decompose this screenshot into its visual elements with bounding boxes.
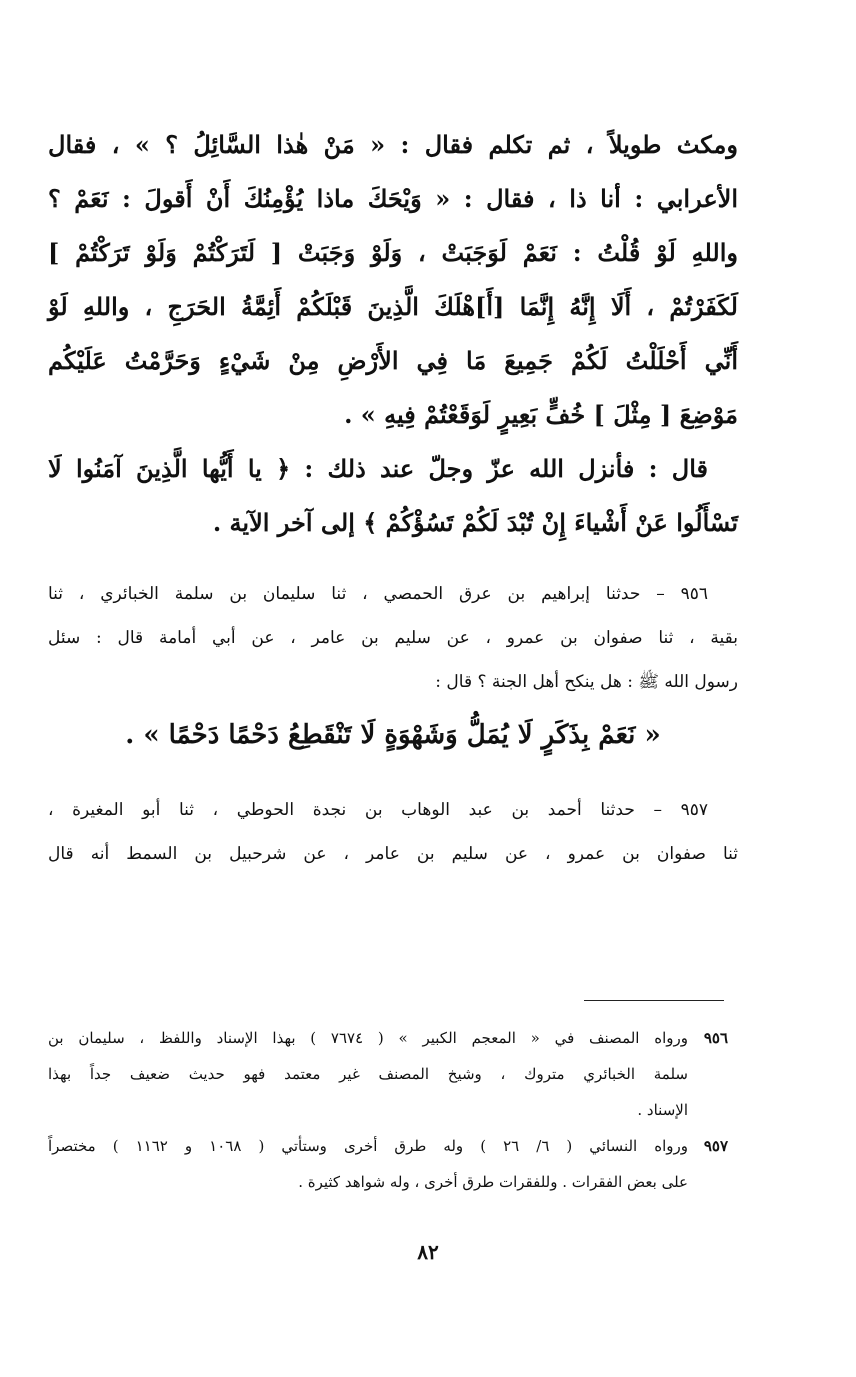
text-line: مَوْضِعَ [ مِثْلَ ] خُفٍّ بَعِيرٍ لَوَقَعْتُمْ فِيهِ » .: [344, 400, 738, 429]
hadith-line: ٩٥٧ – حدثنا أحمد بن عبد الوهاب بن نجدة الحوطي ، ثنا أبو المغيرة ،: [48, 800, 708, 820]
footnote-line: الإسناد .: [637, 1101, 688, 1119]
footnote-line: ورواه المصنف في « المعجم الكبير » ( ٧٦٧٤ ) بهذا الإسناد واللفظ ، سليمان بن: [48, 1029, 688, 1047]
prophetic-quote: « نَعَمْ بِذَكَرٍ لَا يُمَلُّ وَشَهْوَةٍ لَا تَنْقَطِعُ دَحْمًا دَحْمًا » .: [125, 720, 661, 750]
hadith-line: رسول الله ﷺ : هل ينكح أهل الجنة ؟ قال :: [435, 672, 738, 692]
footnote-divider: [584, 1000, 724, 1001]
footnote-number: ٩٥٧: [703, 1137, 728, 1155]
main-text: [48, 118, 738, 550]
footnote-line: ورواه النسائي ( ٦/ ٢٦ ) وله طرق أخرى وستأتي ( ١٠٦٨ و ١١٦٢ ) مختصراً: [48, 1137, 688, 1155]
footnote-number: ٩٥٦: [703, 1029, 728, 1047]
hadith-line: ٩٥٦ – حدثنا إبراهيم بن عرق الحمصي ، ثنا سليمان بن سلمة الخبائري ، ثنا: [48, 584, 708, 604]
text-line: لَكَفَرْتُمْ ، أَلَا إِنَّهُ إِنَّمَا [أَ]هْلَكَ الَّذِينَ قَبْلَكُمْ أَئِمَّةُ الحَرَجِ ، واللهِ لَوْ: [48, 292, 738, 321]
page-number: ٨٢: [417, 1240, 439, 1264]
text-line: أَنِّي أَحْلَلْتُ لَكُمْ جَمِيعَ مَا فِي الأَرْضِ مِنْ شَيْءٍ وَحَرَّمْتُ عَلَيْكُم: [48, 346, 738, 375]
footnotes: [48, 1020, 728, 1200]
footnote-957: [48, 1128, 728, 1200]
hadith-line: ثنا صفوان بن عمرو ، عن سليم بن عامر ، عن شرحبيل بن السمط أنه قال: [48, 844, 738, 864]
footnote-line: على بعض الفقرات . وللفقرات طرق أخرى ، وله شواهد كثيرة .: [298, 1173, 688, 1191]
page-body: [48, 118, 738, 876]
hadith-line: بقية ، ثنا صفوان بن عمرو ، عن سليم بن عامر ، عن أبي أمامة قال : سئل: [48, 628, 738, 648]
text-line: قال : فأنزل الله عزّ وجلّ عند ذلك : ﴿ يا أَيُّها الَّذِينَ آمَنُوا لَا: [48, 454, 708, 483]
footnote-956: [48, 1020, 728, 1128]
text-line: واللهِ لَوْ قُلْتُ : نَعَمْ لَوَجَبَتْ ، وَلَوْ وَجَبَتْ [ لَتَرَكْتُمْ وَلَوْ تَرَكْتُمْ ]: [48, 238, 738, 267]
hadith-957: [48, 788, 738, 876]
footnote-line: سلمة الخبائري متروك ، وشيخ المصنف غير معتمد فهو حديث ضعيف جداً بهذا: [48, 1065, 688, 1083]
text-line: تَسْأَلُوا عَنْ أَشْياءَ إِنْ تُبْدَ لَكُمْ تَسُؤْكُمْ ﴾ إلى آخر الآية .: [212, 508, 738, 537]
text-line: ومكث طويلاً ، ثم تكلم فقال : « مَنْ هٰذا السَّائِلُ ؟ » ، فقال: [48, 130, 738, 159]
hadith-956: [48, 572, 738, 766]
text-line: الأعرابي : أنا ذا ، فقال : « وَيْحَكَ ماذا يُؤْمِنُكَ أَنْ أَقولَ : نَعَمْ ؟: [48, 184, 738, 213]
